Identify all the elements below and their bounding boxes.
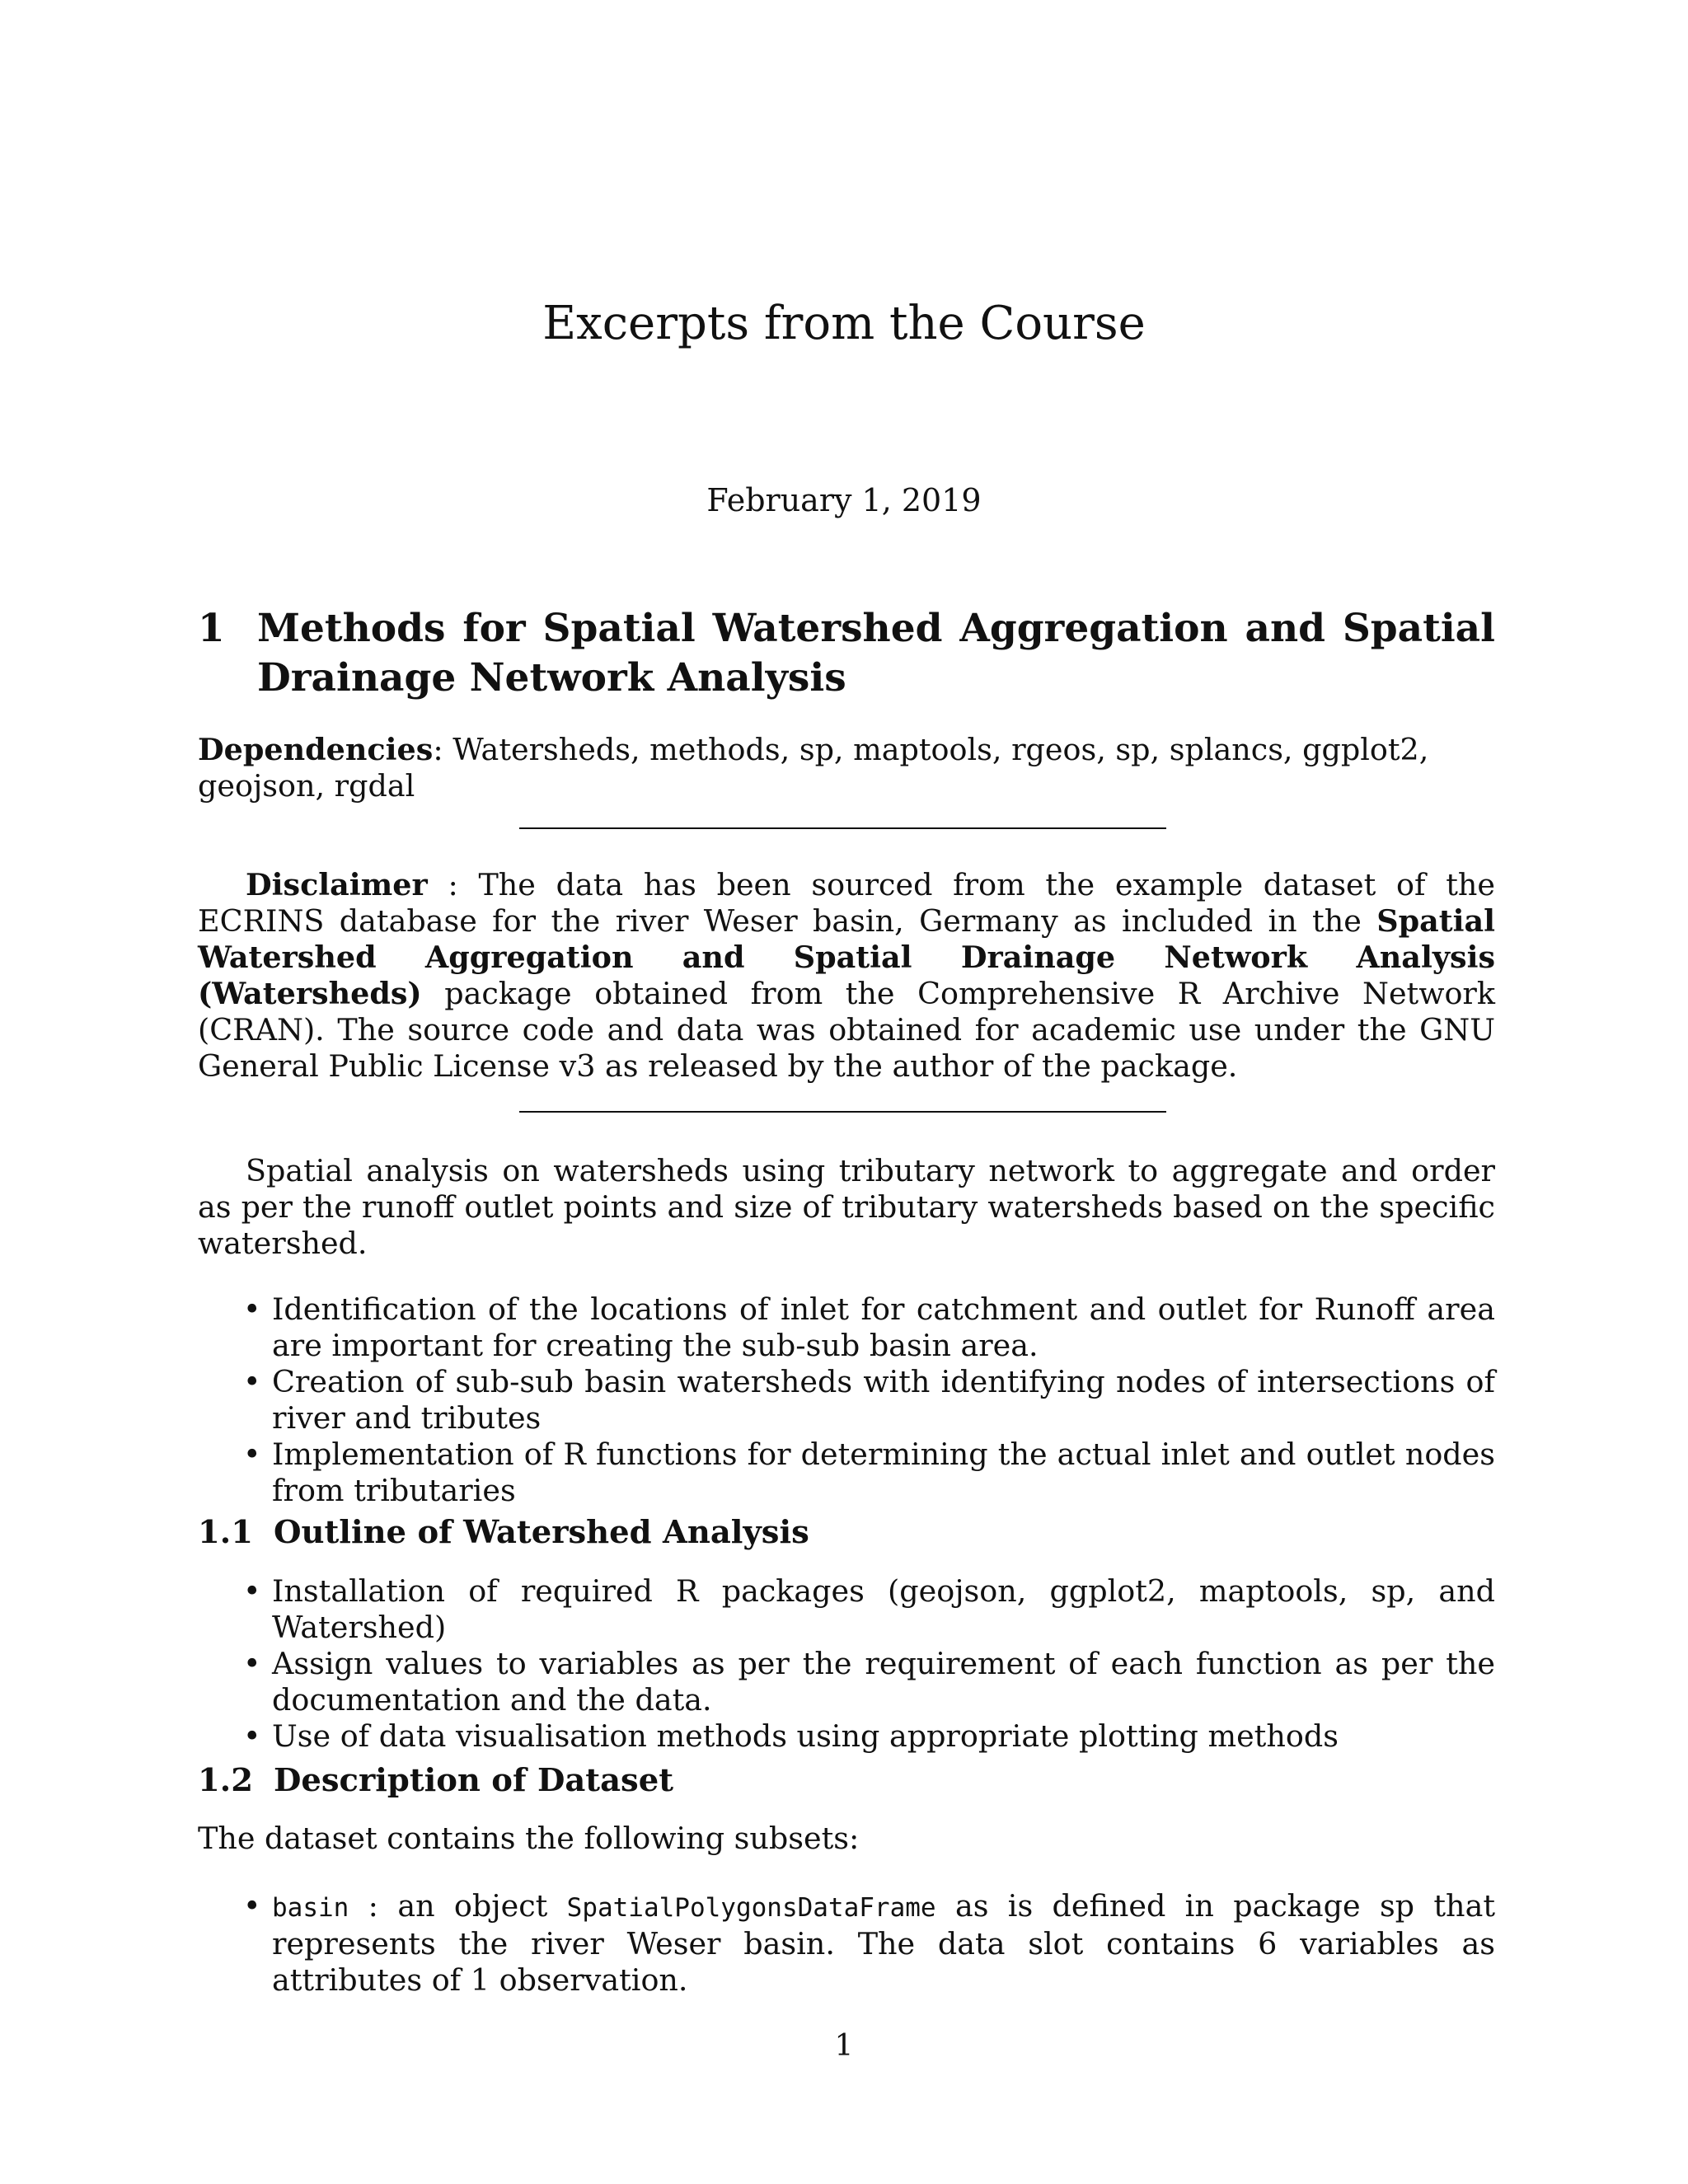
code-basin: basin <box>272 1893 349 1923</box>
package-name: Spatial Watershed Aggregation and Spatial Drainage Network Analysis (Watersheds) <box>198 903 1495 1011</box>
bullet-icon: • <box>243 1436 261 1472</box>
subsection-title: Description of Dataset <box>274 1762 673 1799</box>
section-title: Methods for Spatial Watershed Aggregation and Spatial Drainage Network Analysis <box>257 606 1495 701</box>
section-1-body <box>198 1153 1495 1509</box>
subsection-title: Outline of Watershed Analysis <box>274 1514 809 1551</box>
subsection-1-2-body <box>198 1821 1495 1999</box>
disclaimer-text-2: package obtained from the Comprehensive R Archive Network (CRAN). The source code and data was obtained for academic use under the GNU General Public License v3 as released by the author of the package. <box>198 976 1495 1084</box>
dependencies-line <box>198 732 1495 804</box>
section-1-heading <box>198 604 1495 703</box>
document-date: February 1, 2019 <box>706 482 982 518</box>
disclaimer-text-1: : The data has been sourced from the example dataset of the ECRINS database for the river Weser basin, Germany as included in the <box>198 867 1495 939</box>
subsection-number: 1.2 <box>198 1762 253 1799</box>
list-item: • Use of data visualisation methods using appropriate plotting methods <box>243 1718 1339 1754</box>
list-item: • Implementation of R functions for determining the actual inlet and outlet nodes from tributaries <box>243 1436 1495 1508</box>
subsection-1-2-heading <box>198 1761 1495 1801</box>
objectives-list <box>198 1291 1495 1509</box>
dataset-intro: The dataset contains the following subsets: <box>198 1821 860 1856</box>
dataset-list <box>198 1888 1495 1999</box>
disclaimer-label: Disclaimer <box>246 867 428 902</box>
code-class: SpatialPolygonsDataFrame <box>566 1893 936 1923</box>
disclaimer-paragraph <box>198 867 1495 1085</box>
section-number: 1 <box>198 606 225 651</box>
dependencies-label: Dependencies <box>198 732 434 767</box>
bullet-icon: • <box>243 1291 261 1327</box>
bullet-icon: • <box>243 1888 261 1924</box>
list-item: • Installation of required R packages (geojson, ggplot2, maptools, sp, and Watershed) <box>243 1573 1495 1645</box>
subsection-1-1-heading <box>198 1513 1495 1553</box>
bullet-icon: • <box>243 1718 261 1754</box>
subsection-number: 1.1 <box>198 1514 253 1551</box>
bullet-icon: • <box>243 1646 261 1681</box>
list-item: • basin : an object SpatialPolygonsDataFrame as is defined in package sp that represents the river Weser basin. The data slot contains 6 variables as attributes of 1 observation. <box>243 1888 1495 1998</box>
disclaimer-block <box>198 867 1495 1085</box>
list-item: • Identification of the locations of inlet for catchment and outlet for Runoff area are important for creating the sub-sub basin area. <box>243 1291 1495 1363</box>
horizontal-rule-top <box>519 827 1166 829</box>
dependencies-value: : Watersheds, methods, sp, maptools, rgeos, sp, splancs, ggplot2, geojson, rgdal <box>198 732 1429 804</box>
intro-paragraph: Spatial analysis on watersheds using tributary network to aggregate and order as per the runoff outlet points and size of tributary watersheds based on the specific watershed. <box>198 1153 1495 1261</box>
list-item: • Assign values to variables as per the requirement of each function as per the documentation and the data. <box>243 1646 1495 1718</box>
document-title: Excerpts from the Course <box>542 297 1146 350</box>
bullet-icon: • <box>243 1573 261 1609</box>
subsection-1-1-body <box>198 1573 1495 1755</box>
bullet-icon: • <box>243 1364 261 1399</box>
horizontal-rule-bottom <box>519 1111 1166 1113</box>
list-item: • Creation of sub-sub basin watersheds with identifying nodes of intersections of river and tributes <box>243 1364 1495 1436</box>
outline-list <box>198 1573 1495 1755</box>
page-number: 1 <box>834 2029 854 2063</box>
